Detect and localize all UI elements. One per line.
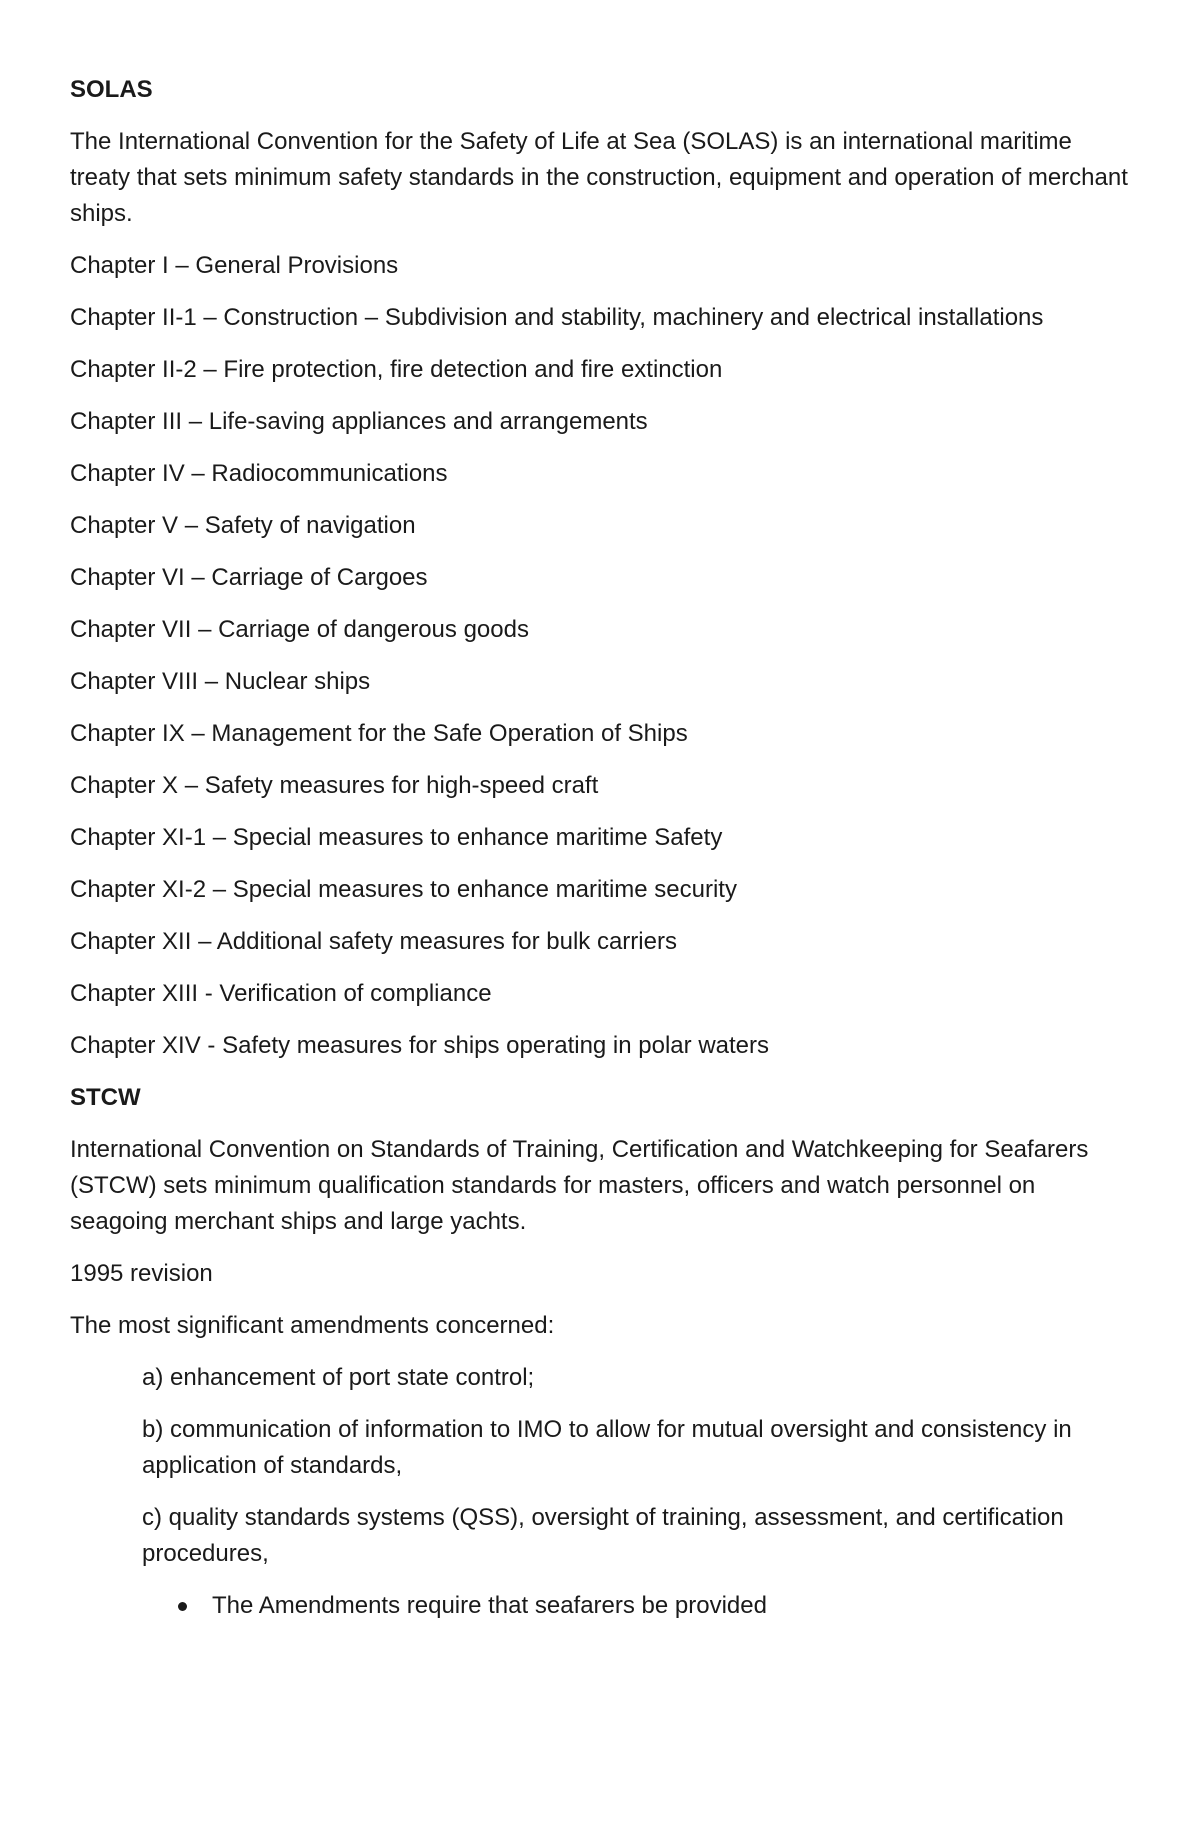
chapter-item: Chapter XI-2 – Special measures to enhance maritime security: [70, 876, 737, 903]
stcw-bullet-list: [70, 1588, 1130, 1624]
chapter-item: Chapter II-2 – Fire protection, fire detection and fire extinction: [70, 356, 723, 383]
solas-chapter-list: [70, 248, 1130, 1064]
chapter-item: Chapter XI-1 – Special measures to enhance maritime Safety: [70, 824, 723, 851]
chapter-item: Chapter IX – Management for the Safe Operation of Ships: [70, 720, 688, 747]
bullet-text: The Amendments require that seafarers be provided: [212, 1592, 767, 1619]
chapter-item: Chapter VII – Carriage of dangerous goods: [70, 616, 529, 643]
chapter-item: Chapter X – Safety measures for high-speed craft: [70, 772, 599, 799]
chapter-item: Chapter VI – Carriage of Cargoes: [70, 564, 428, 591]
chapter-item: Chapter XII – Additional safety measures for bulk carriers: [70, 928, 677, 955]
amendment-item: b) communication of information to IMO to allow for mutual oversight and consistency in application of standards,: [142, 1416, 1072, 1479]
stcw-amendments-intro: The most significant amendments concerned:: [70, 1312, 555, 1339]
chapter-item: Chapter V – Safety of navigation: [70, 512, 416, 539]
chapter-item: Chapter IV – Radiocommunications: [70, 460, 448, 487]
chapter-item: Chapter XIII - Verification of compliance: [70, 980, 492, 1007]
amendment-item: c) quality standards systems (QSS), oversight of training, assessment, and certification procedures,: [142, 1504, 1064, 1567]
chapter-item: Chapter VIII – Nuclear ships: [70, 668, 371, 695]
chapter-item: Chapter XIV - Safety measures for ships operating in polar waters: [70, 1032, 769, 1059]
chapter-item: Chapter III – Life-saving appliances and arrangements: [70, 408, 648, 435]
solas-intro: The International Convention for the Safety of Life at Sea (SOLAS) is an international maritime treaty that sets minimum safety standards in the construction, equipment and operation of merchant ships.: [70, 128, 1128, 227]
stcw-heading: STCW: [70, 1084, 141, 1111]
chapter-item: Chapter II-1 – Construction – Subdivision and stability, machinery and electrical installations: [70, 304, 1044, 331]
bullet-icon: [178, 1602, 187, 1611]
chapter-item: Chapter I – General Provisions: [70, 252, 399, 279]
stcw-amendment-list: [70, 1360, 1130, 1572]
bullet-item: [212, 1588, 1130, 1624]
solas-heading: SOLAS: [70, 76, 153, 103]
stcw-intro: International Convention on Standards of Training, Certification and Watchkeeping for Seafarers (STCW) sets minimum qualification standards for masters, officers and watch personnel on seagoing merchant ships and large yachts.: [70, 1136, 1089, 1235]
stcw-revision: 1995 revision: [70, 1260, 213, 1287]
amendment-item: a) enhancement of port state control;: [142, 1364, 535, 1391]
